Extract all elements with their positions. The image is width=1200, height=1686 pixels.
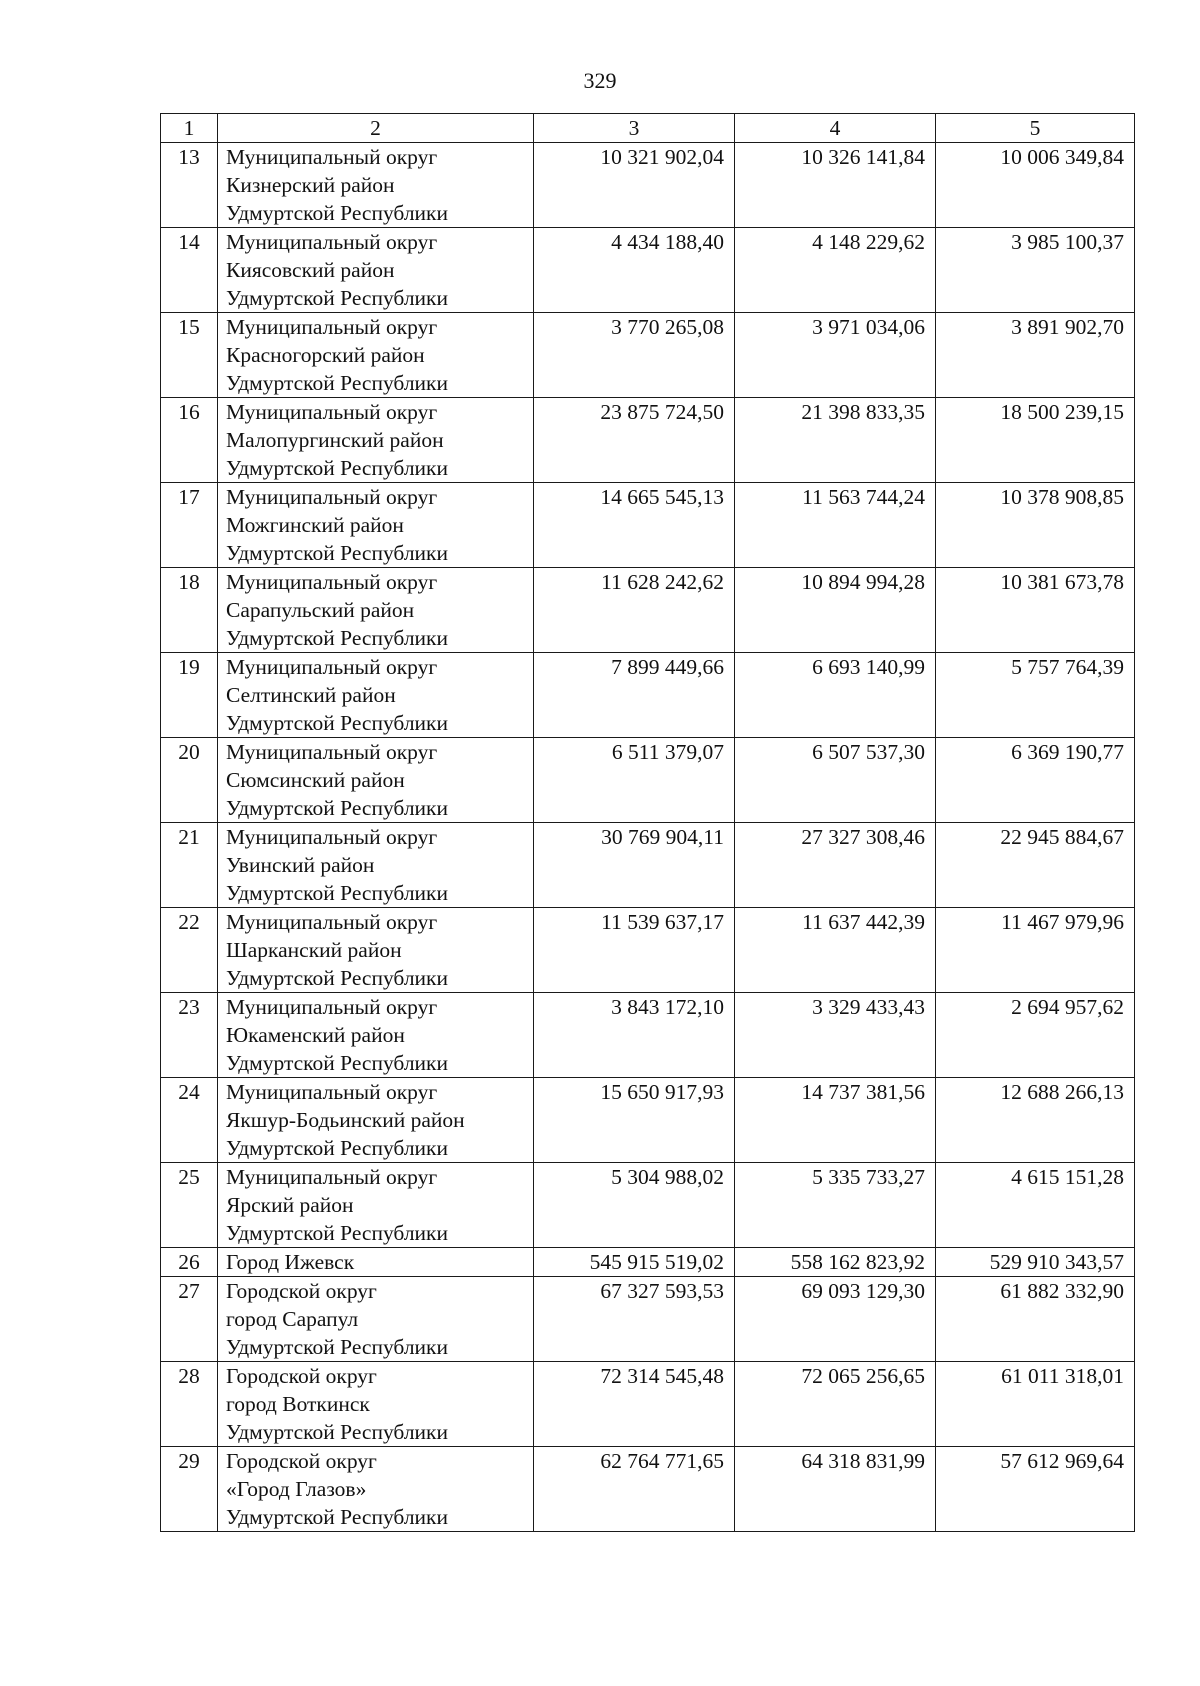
municipality-name-cell: Муниципальный округ Кизнерский район Удмуртской Республики	[218, 143, 534, 228]
value-col-3-cell: 545 915 519,02	[534, 1248, 735, 1277]
value-col-3-cell: 62 764 771,65	[534, 1447, 735, 1532]
value-col-4-cell: 558 162 823,92	[735, 1248, 936, 1277]
value-col-4-cell: 6 507 537,30	[735, 738, 936, 823]
value-col-5-cell: 18 500 239,15	[936, 398, 1135, 483]
value-col-5-cell: 3 891 902,70	[936, 313, 1135, 398]
value-col-4-cell: 21 398 833,35	[735, 398, 936, 483]
table-row	[161, 313, 1135, 398]
value-col-3-cell: 11 628 242,62	[534, 568, 735, 653]
row-number-cell: 21	[161, 823, 218, 908]
value-col-4-cell: 27 327 308,46	[735, 823, 936, 908]
table-row	[161, 1248, 1135, 1277]
municipality-name-cell: Муниципальный округ Юкаменский район Удмуртской Республики	[218, 993, 534, 1078]
value-col-3-cell: 6 511 379,07	[534, 738, 735, 823]
value-col-5-cell: 11 467 979,96	[936, 908, 1135, 993]
value-col-3-cell: 3 843 172,10	[534, 993, 735, 1078]
row-number-cell: 13	[161, 143, 218, 228]
table-row	[161, 738, 1135, 823]
value-col-3-cell: 7 899 449,66	[534, 653, 735, 738]
value-col-3-cell: 67 327 593,53	[534, 1277, 735, 1362]
value-col-5-cell: 12 688 266,13	[936, 1078, 1135, 1163]
value-col-5-cell: 2 694 957,62	[936, 993, 1135, 1078]
value-col-4-cell: 10 894 994,28	[735, 568, 936, 653]
row-number-cell: 16	[161, 398, 218, 483]
row-number-cell: 28	[161, 1362, 218, 1447]
value-col-3-cell: 4 434 188,40	[534, 228, 735, 313]
header-col-1: 1	[161, 114, 218, 143]
header-col-4: 4	[735, 114, 936, 143]
value-col-4-cell: 3 971 034,06	[735, 313, 936, 398]
value-col-3-cell: 14 665 545,13	[534, 483, 735, 568]
value-col-5-cell: 3 985 100,37	[936, 228, 1135, 313]
municipality-name-cell: Муниципальный округ Сарапульский район Удмуртской Республики	[218, 568, 534, 653]
table-row	[161, 143, 1135, 228]
value-col-4-cell: 3 329 433,43	[735, 993, 936, 1078]
value-col-5-cell: 61 882 332,90	[936, 1277, 1135, 1362]
row-number-cell: 22	[161, 908, 218, 993]
row-number-cell: 29	[161, 1447, 218, 1532]
row-number-cell: 20	[161, 738, 218, 823]
table-row	[161, 1163, 1135, 1248]
value-col-3-cell: 23 875 724,50	[534, 398, 735, 483]
value-col-5-cell: 5 757 764,39	[936, 653, 1135, 738]
table-row	[161, 1447, 1135, 1532]
budget-table	[160, 113, 1135, 1532]
value-col-4-cell: 5 335 733,27	[735, 1163, 936, 1248]
value-col-5-cell: 10 378 908,85	[936, 483, 1135, 568]
value-col-3-cell: 15 650 917,93	[534, 1078, 735, 1163]
table-row	[161, 908, 1135, 993]
value-col-4-cell: 11 563 744,24	[735, 483, 936, 568]
value-col-5-cell: 10 006 349,84	[936, 143, 1135, 228]
header-col-2: 2	[218, 114, 534, 143]
table-row	[161, 653, 1135, 738]
municipality-name-cell: Муниципальный округ Увинский район Удмуртской Республики	[218, 823, 534, 908]
value-col-5-cell: 4 615 151,28	[936, 1163, 1135, 1248]
municipality-name-cell: Муниципальный округ Якшур-Бодьинский район Удмуртской Республики	[218, 1078, 534, 1163]
row-number-cell: 26	[161, 1248, 218, 1277]
table-body	[161, 143, 1135, 1532]
municipality-name-cell: Муниципальный округ Киясовский район Удмуртской Республики	[218, 228, 534, 313]
municipality-name-cell: Городской округ «Город Глазов» Удмуртской Республики	[218, 1447, 534, 1532]
value-col-4-cell: 69 093 129,30	[735, 1277, 936, 1362]
row-number-cell: 19	[161, 653, 218, 738]
municipality-name-cell: Муниципальный округ Можгинский район Удмуртской Республики	[218, 483, 534, 568]
municipality-name-cell: Муниципальный округ Сюмсинский район Удмуртской Республики	[218, 738, 534, 823]
row-number-cell: 25	[161, 1163, 218, 1248]
municipality-name-cell: Городской округ город Сарапул Удмуртской Республики	[218, 1277, 534, 1362]
municipality-name-cell: Город Ижевск	[218, 1248, 534, 1277]
header-row	[161, 114, 1135, 143]
value-col-4-cell: 72 065 256,65	[735, 1362, 936, 1447]
value-col-3-cell: 10 321 902,04	[534, 143, 735, 228]
table-row	[161, 568, 1135, 653]
row-number-cell: 24	[161, 1078, 218, 1163]
value-col-5-cell: 57 612 969,64	[936, 1447, 1135, 1532]
municipality-name-cell: Муниципальный округ Шарканский район Удмуртской Республики	[218, 908, 534, 993]
header-col-5: 5	[936, 114, 1135, 143]
value-col-4-cell: 4 148 229,62	[735, 228, 936, 313]
value-col-5-cell: 61 011 318,01	[936, 1362, 1135, 1447]
row-number-cell: 18	[161, 568, 218, 653]
header-col-3: 3	[534, 114, 735, 143]
value-col-4-cell: 14 737 381,56	[735, 1078, 936, 1163]
value-col-3-cell: 30 769 904,11	[534, 823, 735, 908]
table-row	[161, 228, 1135, 313]
row-number-cell: 14	[161, 228, 218, 313]
table-row	[161, 993, 1135, 1078]
value-col-4-cell: 6 693 140,99	[735, 653, 936, 738]
municipality-name-cell: Муниципальный округ Селтинский район Удмуртской Республики	[218, 653, 534, 738]
table-row	[161, 823, 1135, 908]
value-col-3-cell: 3 770 265,08	[534, 313, 735, 398]
value-col-4-cell: 10 326 141,84	[735, 143, 936, 228]
value-col-5-cell: 10 381 673,78	[936, 568, 1135, 653]
value-col-5-cell: 529 910 343,57	[936, 1248, 1135, 1277]
value-col-5-cell: 6 369 190,77	[936, 738, 1135, 823]
table-row	[161, 1362, 1135, 1447]
value-col-4-cell: 11 637 442,39	[735, 908, 936, 993]
value-col-3-cell: 72 314 545,48	[534, 1362, 735, 1447]
municipality-name-cell: Муниципальный округ Малопургинский район Удмуртской Республики	[218, 398, 534, 483]
value-col-4-cell: 64 318 831,99	[735, 1447, 936, 1532]
row-number-cell: 27	[161, 1277, 218, 1362]
table-row	[161, 483, 1135, 568]
table-row	[161, 1277, 1135, 1362]
value-col-5-cell: 22 945 884,67	[936, 823, 1135, 908]
municipality-name-cell: Муниципальный округ Красногорский район Удмуртской Республики	[218, 313, 534, 398]
value-col-3-cell: 11 539 637,17	[534, 908, 735, 993]
page-number: 329	[583, 68, 617, 93]
table-row	[161, 1078, 1135, 1163]
municipality-name-cell: Городской округ город Воткинск Удмуртской Республики	[218, 1362, 534, 1447]
table-header	[161, 114, 1135, 143]
value-col-3-cell: 5 304 988,02	[534, 1163, 735, 1248]
row-number-cell: 23	[161, 993, 218, 1078]
table-row	[161, 398, 1135, 483]
row-number-cell: 17	[161, 483, 218, 568]
row-number-cell: 15	[161, 313, 218, 398]
municipality-name-cell: Муниципальный округ Ярский район Удмуртской Республики	[218, 1163, 534, 1248]
